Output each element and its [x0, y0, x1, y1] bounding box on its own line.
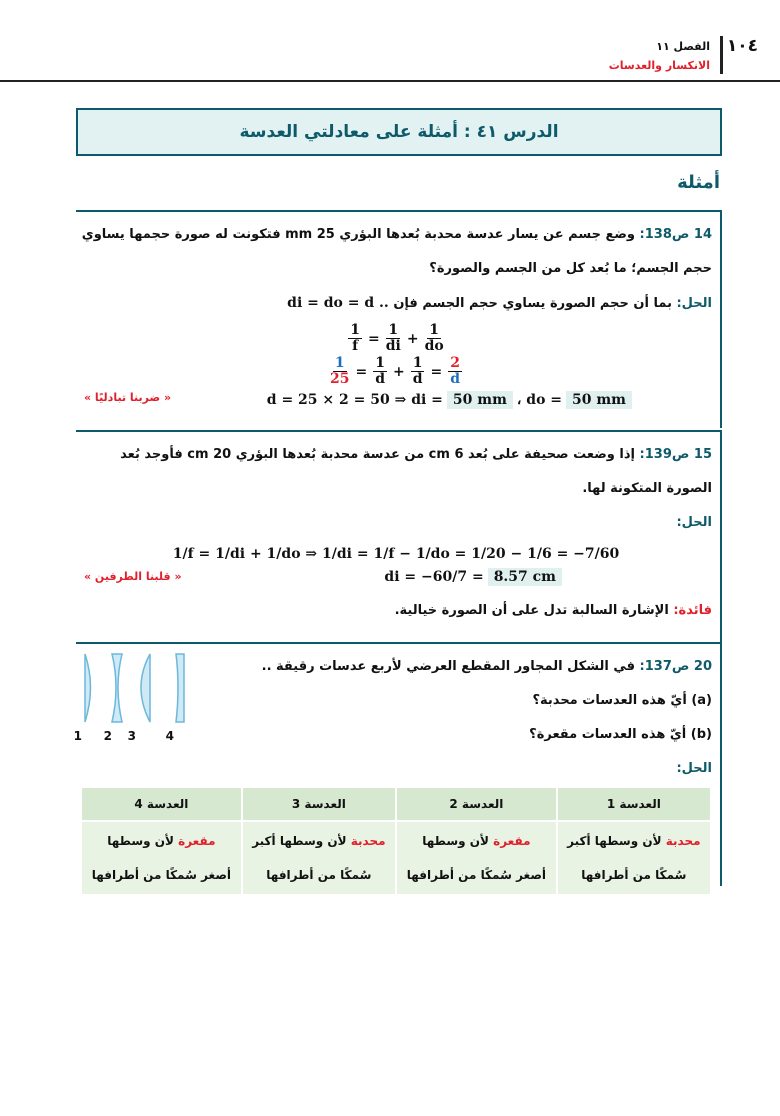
chapter-info: [609, 40, 710, 72]
question-text: إذا وضعت صحيفة على بُعد 6 cm من عدسة محدبة بُعدها البؤري 20 cm فأوجد بُعد الصورة المتكونة لها.: [120, 447, 712, 496]
lens-4: [176, 654, 184, 722]
svg-text:2: 2: [103, 729, 112, 743]
solution-label: الحل:: [676, 761, 712, 776]
question-text: وضع جسم عن يسار عدسة محدبة بُعدها البؤري 25 mm فتكونت له صورة حجمها يساوي حجم الجسم؛ ما بُعد كل من الجسم والصورة؟: [81, 227, 712, 276]
table-cell: محدبة لأن وسطها أكبر سُمكًا من أطرافها: [243, 822, 395, 894]
fact-label: فائدة:: [673, 603, 712, 618]
svg-text:1: 1: [73, 729, 82, 743]
lens-2: [112, 654, 122, 722]
lens-3: [141, 654, 150, 722]
example-number: 20 ص137:: [639, 659, 712, 674]
lesson-title: الدرس ٤١ : أمثلة على معادلتي العدسة: [76, 108, 722, 156]
example-number: 15 ص139:: [639, 447, 712, 462]
svg-text:3: 3: [127, 729, 136, 743]
question-text: في الشكل المجاور المقطع العرضي لأربع عدسات رقيقة ..: [261, 659, 636, 674]
note: « ضربنا تبادليًا »: [84, 391, 172, 404]
page-header: [0, 0, 780, 82]
note: « قلبنا الطرفين »: [84, 570, 182, 583]
question-a: (a) أيّ هذه العدسات محدبة؟: [532, 693, 712, 708]
lens-equation: 1 f = 1 di + 1 do: [350, 322, 444, 354]
table-cell: محدبة لأن وسطها أكبر سُمكًا من أطرافها: [558, 822, 710, 894]
solution-label: الحل:: [676, 296, 712, 311]
solution-label: الحل:: [676, 515, 712, 530]
examples-heading: أمثلة: [677, 172, 720, 193]
lens-1: [85, 654, 91, 722]
example-20: [73, 642, 722, 886]
chapter-title: الانكسار والعدسات: [608, 59, 710, 72]
svg-text:4: 4: [165, 729, 174, 743]
lenses-figure: [73, 652, 190, 743]
equation: 1/f = 1/di + 1/do ⇒ 1/di = 1/f − 1/do = 1/20 − 1/6 = −7/60: [172, 546, 620, 562]
solution-text: بما أن حجم الصورة يساوي حجم الجسم فإن: [393, 296, 672, 311]
result: di = −60/7 = 8.57 cm: [384, 568, 562, 586]
example-number: 14 ص138:: [639, 227, 712, 242]
table-cell: مقعرة لأن وسطها أصغر سُمكًا من أطرافها: [82, 822, 241, 894]
divider: [720, 36, 723, 74]
table-cell: مقعرة لأن وسطها أصغر سُمكًا من أطرافها: [397, 822, 556, 894]
question-b: (b) أيّ هذه العدسات مقعرة؟: [529, 727, 712, 742]
solution-table: العدسة 1 العدسة 2 العدسة 3 العدسة 4 محدبة لأن وسطها أكبر سُمكًا من أطرافها مقعرة لأن وسطها أصغر سُمكًا من أطرافها محدبة لأن وسطها أكبر سُمكًا من أطرافها مقعرة لأن وسطها أصغر سُمكًا من أطرافها: [80, 786, 712, 896]
page-number: ١٠٤: [726, 36, 758, 56]
example-14: [76, 210, 722, 428]
example-15: [76, 430, 722, 642]
substituted-equation: 1 25 = 1 d + 1 d = 2 d: [330, 355, 460, 387]
result: d = 25 × 2 = 50 ⇒ di = 50 mm ، do = 50 mm: [267, 391, 632, 409]
fact-text: الإشارة السالبة تدل على أن الصورة خيالية.: [394, 603, 669, 618]
equation: di = do = d ..: [287, 295, 389, 311]
chapter-label: الفصل ١١: [656, 40, 710, 53]
